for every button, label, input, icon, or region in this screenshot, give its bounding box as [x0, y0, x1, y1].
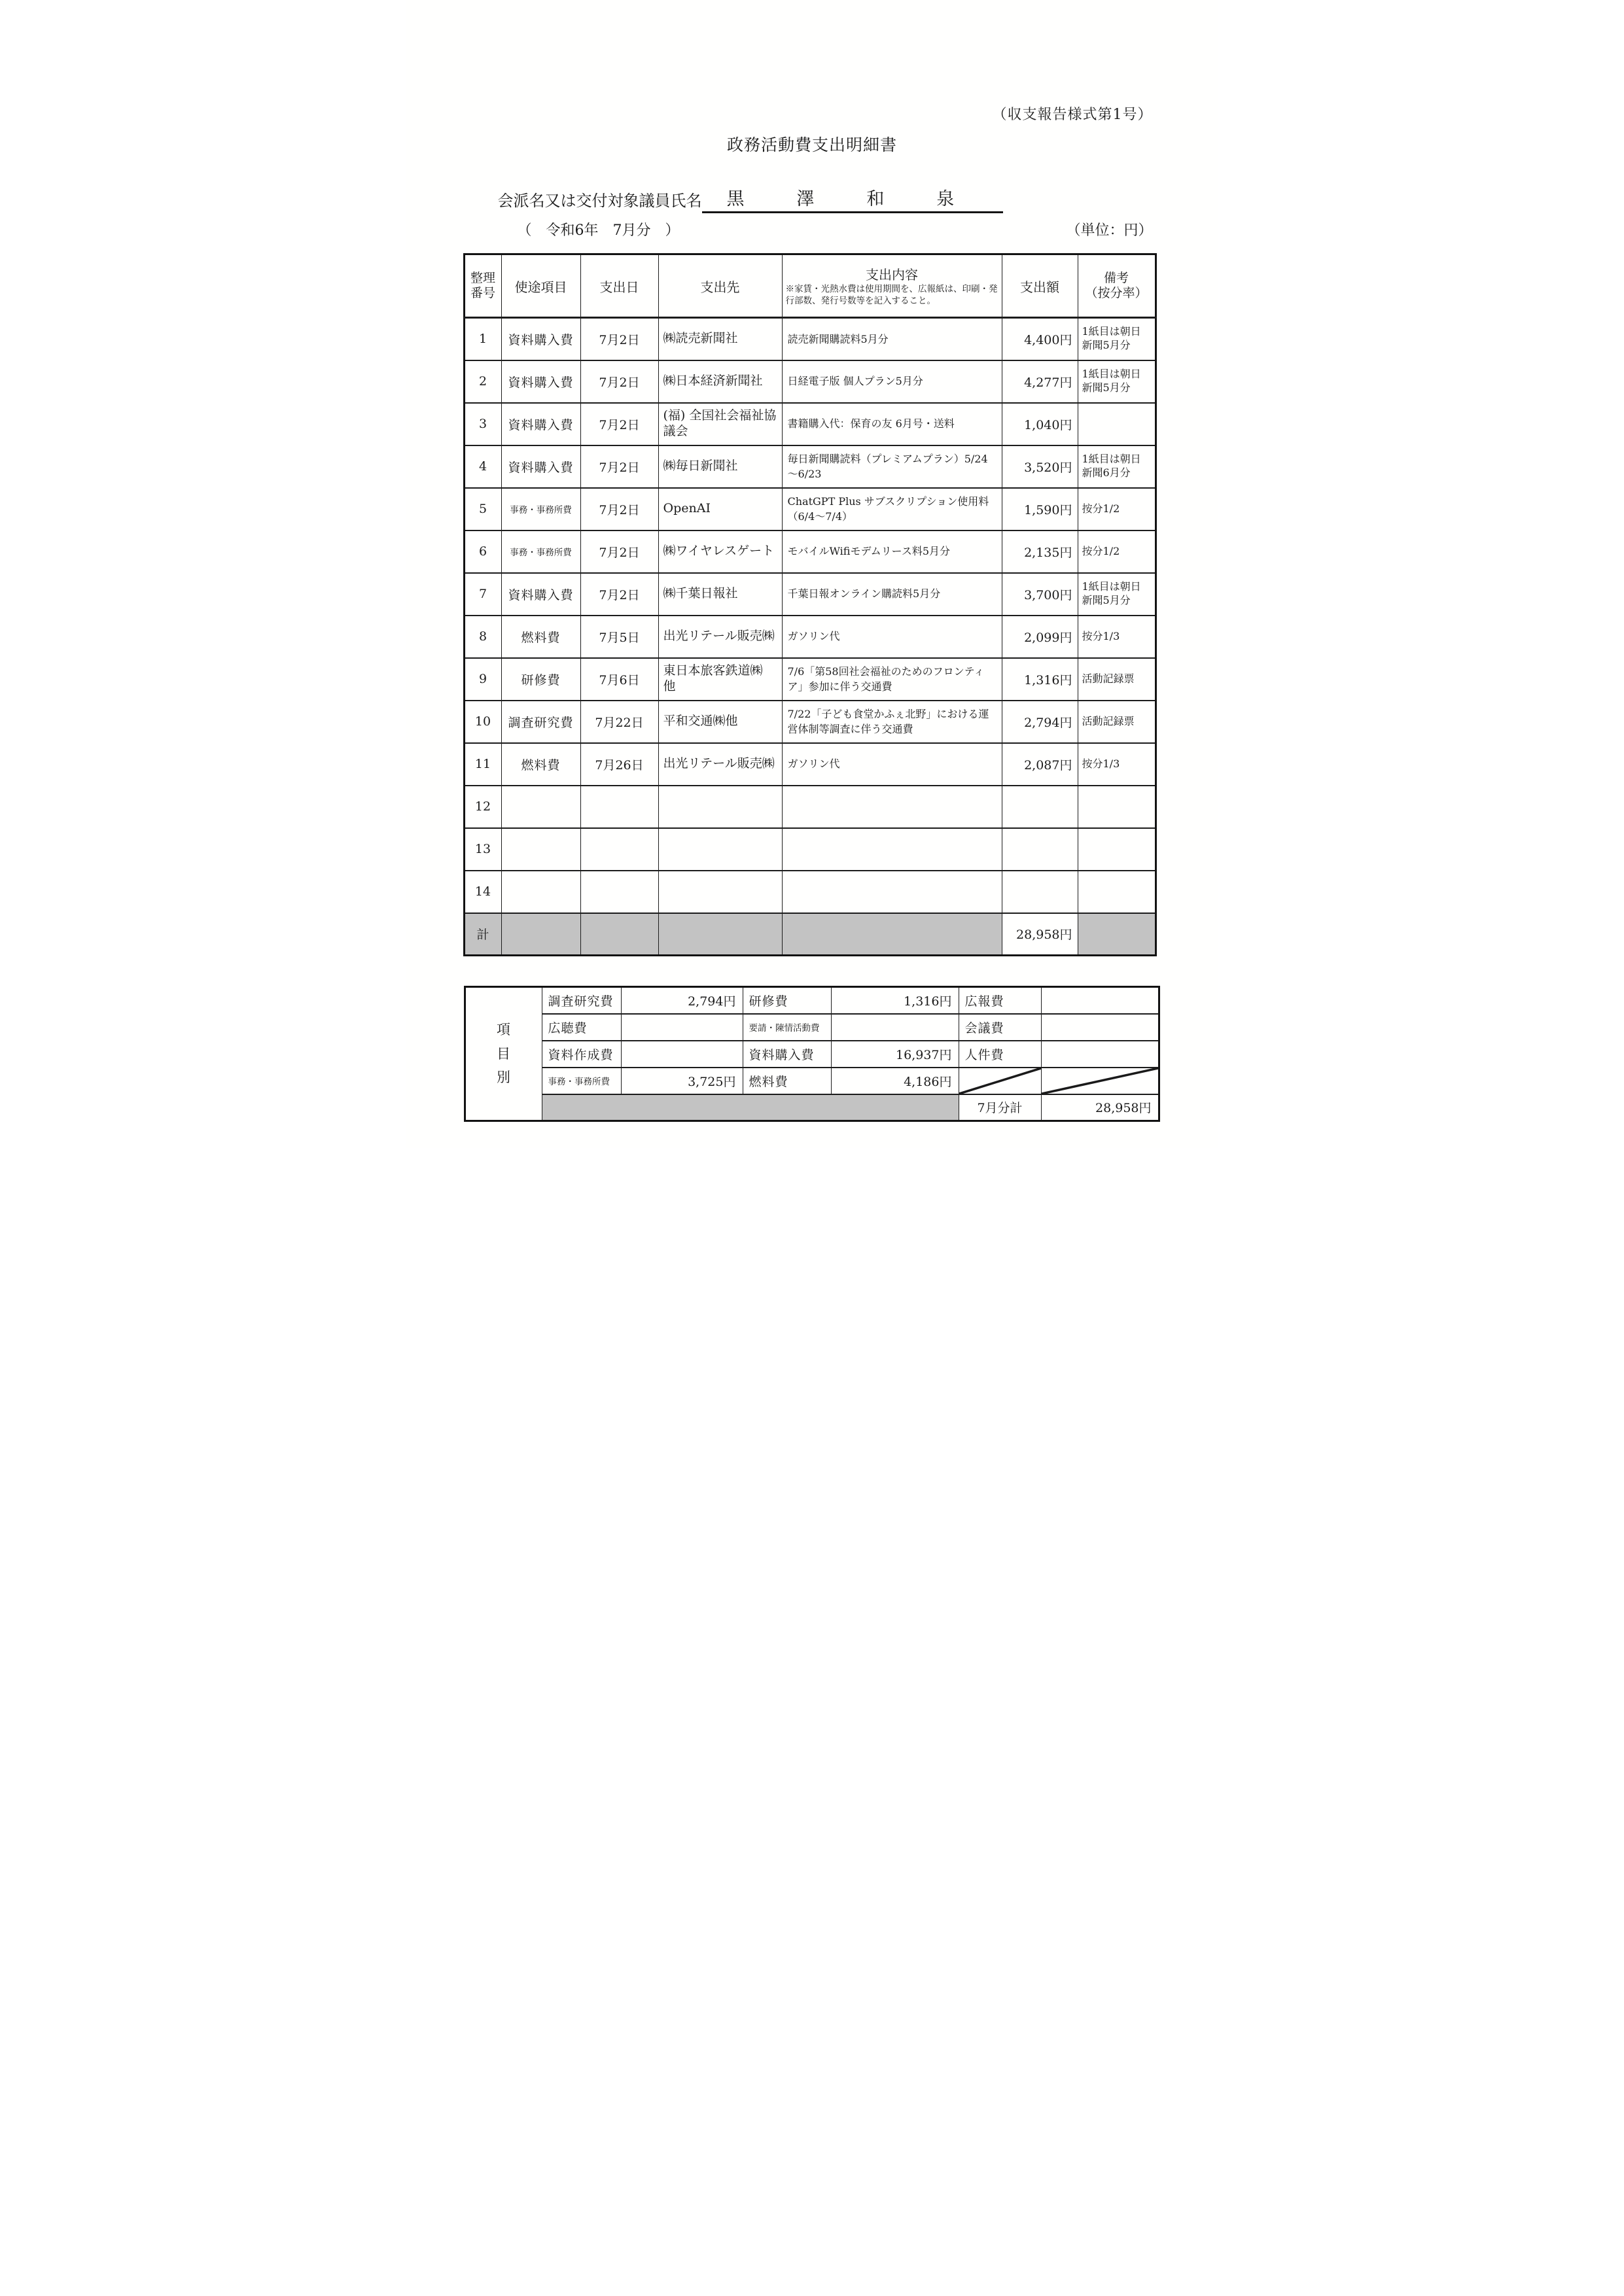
cell-note: 按分1/2	[1078, 488, 1156, 531]
seq-header-line2: 番号	[470, 286, 495, 300]
cell-payee: ㈱毎日新聞社	[658, 445, 782, 488]
total-shaded-cell	[658, 913, 782, 956]
cell-amount	[1002, 871, 1078, 913]
cell-description: 書籍購入代：保育の友 6月号・送料	[782, 403, 1002, 445]
diagonal-strike-cell	[959, 1068, 1041, 1094]
expense-row	[464, 658, 1156, 701]
note-header-line2: （按分率）	[1085, 286, 1148, 300]
cell-category: 資料購入費	[501, 403, 580, 445]
total-shaded-cell	[782, 913, 1002, 956]
cell-payee: ㈱日本経済新聞社	[658, 360, 782, 403]
unit-note: （単位：円）	[1066, 222, 1153, 239]
summary-category-label: 研修費	[743, 987, 831, 1014]
expense-row-empty	[464, 871, 1156, 913]
cell-note: 按分1/3	[1078, 616, 1156, 658]
summary-category-value: 4,186円	[831, 1068, 959, 1094]
cell-seq-number: 2	[464, 360, 501, 403]
cell-category	[501, 828, 580, 871]
cell-amount: 2,794円	[1002, 701, 1078, 743]
cell-payee: ㈱千葉日報社	[658, 573, 782, 616]
summary-row	[465, 1041, 1159, 1068]
col-header-description	[782, 254, 1002, 318]
month-total-label: 7月分計	[959, 1094, 1041, 1121]
cell-date: 7月2日	[580, 573, 658, 616]
cell-category: 燃料費	[501, 743, 580, 786]
total-shaded-cell	[501, 913, 580, 956]
cell-description: ガソリン代	[782, 743, 1002, 786]
cell-description	[782, 786, 1002, 828]
expense-row	[464, 403, 1156, 445]
reporting-period: （ 令和6年 7月分 ）	[517, 222, 680, 239]
col-header-seq-number	[464, 254, 501, 318]
cell-note: 1紙目は朝日新聞6月分	[1078, 445, 1156, 488]
cell-seq-number: 3	[464, 403, 501, 445]
summary-category-label: 要請・陳情活動費	[743, 1014, 831, 1041]
summary-category-value: 2,794円	[621, 987, 743, 1014]
summary-row	[465, 1068, 1159, 1094]
description-header-title: 支出内容	[866, 267, 918, 283]
expense-row	[464, 701, 1156, 743]
cell-description: ChatGPT Plus サブスクリプション使用料（6/4～7/4）	[782, 488, 1002, 531]
cell-amount: 2,135円	[1002, 531, 1078, 573]
cell-amount: 4,400円	[1002, 318, 1078, 360]
cell-payee	[658, 828, 782, 871]
cell-payee: 出光リテール販売㈱	[658, 743, 782, 786]
summary-category-value: 3,725円	[621, 1068, 743, 1094]
cell-seq-number: 10	[464, 701, 501, 743]
cell-amount	[1002, 828, 1078, 871]
cell-category	[501, 871, 580, 913]
cell-payee: OpenAI	[658, 488, 782, 531]
summary-category-label: 資料購入費	[743, 1041, 831, 1068]
cell-payee: 出光リテール販売㈱	[658, 616, 782, 658]
cell-amount: 4,277円	[1002, 360, 1078, 403]
cell-description: ガソリン代	[782, 616, 1002, 658]
category-summary-table	[464, 986, 1160, 1122]
summary-category-value	[831, 1014, 959, 1041]
cell-date: 7月2日	[580, 403, 658, 445]
expense-row	[464, 743, 1156, 786]
member-name-line	[498, 184, 1218, 213]
cell-seq-number: 8	[464, 616, 501, 658]
cell-payee	[658, 871, 782, 913]
cell-payee: 平和交通㈱他	[658, 701, 782, 743]
description-header-note: ※家賃・光熱水費は使用期間を、広報紙は、印刷・発行部数、発行号数等を記入すること。	[785, 284, 998, 306]
cell-amount: 2,087円	[1002, 743, 1078, 786]
expense-row	[464, 488, 1156, 531]
summary-category-label: 資料作成費	[542, 1041, 621, 1068]
main-table-header-row	[464, 254, 1156, 318]
cell-description: 7/22「子ども食堂かふぇ北野」における運営体制等調査に伴う交通費	[782, 701, 1002, 743]
cell-payee: 東日本旅客鉄道㈱ 他	[658, 658, 782, 701]
cell-date: 7月22日	[580, 701, 658, 743]
cell-amount: 3,700円	[1002, 573, 1078, 616]
cell-seq-number: 13	[464, 828, 501, 871]
cell-category: 事務・事務所費	[501, 488, 580, 531]
summary-category-value: 1,316円	[831, 987, 959, 1014]
total-row	[464, 913, 1156, 956]
col-header-payee: 支出先	[658, 254, 782, 318]
cell-category: 研修費	[501, 658, 580, 701]
cell-note: 活動記録票	[1078, 658, 1156, 701]
cell-description: モバイルWifiモデムリース料5月分	[782, 531, 1002, 573]
summary-total-row	[465, 1094, 1159, 1121]
summary-row	[465, 1014, 1159, 1041]
summary-category-label: 広報費	[959, 987, 1041, 1014]
diagonal-strike-icon	[1042, 1068, 1158, 1094]
cell-note: 1紙目は朝日新聞5月分	[1078, 360, 1156, 403]
summary-category-value	[1041, 1014, 1159, 1041]
cell-description: 千葉日報オンライン購読料5月分	[782, 573, 1002, 616]
cell-date: 7月2日	[580, 531, 658, 573]
cell-category: 事務・事務所費	[501, 531, 580, 573]
cell-amount: 1,040円	[1002, 403, 1078, 445]
summary-row	[465, 987, 1159, 1014]
cell-payee: ㈱読売新聞社	[658, 318, 782, 360]
cell-date: 7月2日	[580, 445, 658, 488]
total-shaded-cell	[580, 913, 658, 956]
cell-payee	[658, 786, 782, 828]
cell-note: 按分1/2	[1078, 531, 1156, 573]
form-style-note: （収支報告様式第1号）	[992, 107, 1153, 123]
expense-row	[464, 318, 1156, 360]
note-header-line1: 備考	[1103, 271, 1129, 286]
main-expense-table	[463, 253, 1157, 956]
cell-date	[580, 786, 658, 828]
col-header-amount: 支出額	[1002, 254, 1078, 318]
summary-category-label: 広聴費	[542, 1014, 621, 1041]
month-total-value: 28,958円	[1041, 1094, 1159, 1121]
cell-description: 読売新聞購読料5月分	[782, 318, 1002, 360]
total-label-cell: 計	[464, 913, 501, 956]
cell-description: 日経電子版 個人プラン5月分	[782, 360, 1002, 403]
summary-category-label: 調査研究費	[542, 987, 621, 1014]
summary-row-label: 項目別	[496, 1021, 510, 1086]
cell-seq-number: 4	[464, 445, 501, 488]
cell-seq-number: 12	[464, 786, 501, 828]
total-shaded-cell	[1078, 913, 1156, 956]
col-header-date: 支出日	[580, 254, 658, 318]
summary-category-value	[1041, 1041, 1159, 1068]
cell-category: 資料購入費	[501, 360, 580, 403]
summary-category-value	[621, 1014, 743, 1041]
cell-payee: ㈱ワイヤレスゲート	[658, 531, 782, 573]
cell-category: 調査研究費	[501, 701, 580, 743]
cell-date: 7月2日	[580, 318, 658, 360]
expense-row-empty	[464, 786, 1156, 828]
cell-note: 1紙目は朝日新聞5月分	[1078, 573, 1156, 616]
expense-row	[464, 360, 1156, 403]
cell-note	[1078, 871, 1156, 913]
summary-shaded-cell	[542, 1094, 959, 1121]
summary-category-value	[1041, 987, 1159, 1014]
expense-row	[464, 573, 1156, 616]
cell-note	[1078, 828, 1156, 871]
summary-category-label: 燃料費	[743, 1068, 831, 1094]
cell-category	[501, 786, 580, 828]
cell-payee: (福) 全国社会福祉協議会	[658, 403, 782, 445]
cell-category: 資料購入費	[501, 318, 580, 360]
cell-date: 7月26日	[580, 743, 658, 786]
cell-amount: 1,590円	[1002, 488, 1078, 531]
cell-description	[782, 871, 1002, 913]
cell-note: 1紙目は朝日新聞5月分	[1078, 318, 1156, 360]
cell-amount: 1,316円	[1002, 658, 1078, 701]
summary-category-value: 16,937円	[831, 1041, 959, 1068]
cell-date: 7月5日	[580, 616, 658, 658]
cell-amount: 2,099円	[1002, 616, 1078, 658]
summary-category-label: 事務・事務所費	[542, 1068, 621, 1094]
cell-note: 活動記録票	[1078, 701, 1156, 743]
expense-row-empty	[464, 828, 1156, 871]
cell-category: 資料購入費	[501, 573, 580, 616]
diagonal-strike-icon	[959, 1068, 1041, 1094]
seq-header-line1: 整理	[470, 271, 495, 286]
col-header-note	[1078, 254, 1156, 318]
col-header-category: 使途項目	[501, 254, 580, 318]
cell-date: 7月6日	[580, 658, 658, 701]
summary-row-label-cell	[465, 987, 542, 1121]
cell-amount	[1002, 786, 1078, 828]
cell-note	[1078, 786, 1156, 828]
summary-category-value	[621, 1041, 743, 1068]
cell-description	[782, 828, 1002, 871]
total-amount-cell: 28,958円	[1002, 913, 1078, 956]
member-name-label: 会派名又は交付対象議員氏名	[497, 192, 702, 210]
cell-category: 燃料費	[501, 616, 580, 658]
cell-seq-number: 6	[464, 531, 501, 573]
cell-amount: 3,520円	[1002, 445, 1078, 488]
cell-description: 7/6「第58回社会福祉のためのフロンティア」参加に伴う交通費	[782, 658, 1002, 701]
scanned-expense-report-page	[406, 0, 1218, 1148]
cell-date: 7月2日	[580, 488, 658, 531]
cell-date	[580, 828, 658, 871]
cell-seq-number: 5	[464, 488, 501, 531]
expense-row	[464, 531, 1156, 573]
cell-seq-number: 11	[464, 743, 501, 786]
page-title: 政務活動費支出明細書	[726, 135, 897, 154]
cell-description: 毎日新聞購読料（プレミアムプラン）5/24～6/23	[782, 445, 1002, 488]
period-line	[518, 219, 1153, 239]
diagonal-strike-cell	[1041, 1068, 1159, 1094]
cell-note	[1078, 403, 1156, 445]
cell-date	[580, 871, 658, 913]
summary-category-label: 会議費	[959, 1014, 1041, 1041]
cell-category: 資料購入費	[501, 445, 580, 488]
member-name-value: 黒 澤 和 泉	[702, 184, 1003, 213]
cell-seq-number: 9	[464, 658, 501, 701]
cell-date: 7月2日	[580, 360, 658, 403]
cell-seq-number: 7	[464, 573, 501, 616]
cell-seq-number: 14	[464, 871, 501, 913]
cell-note: 按分1/3	[1078, 743, 1156, 786]
summary-category-label: 人件費	[959, 1041, 1041, 1068]
expense-row	[464, 445, 1156, 488]
expense-row	[464, 616, 1156, 658]
cell-seq-number: 1	[464, 318, 501, 360]
